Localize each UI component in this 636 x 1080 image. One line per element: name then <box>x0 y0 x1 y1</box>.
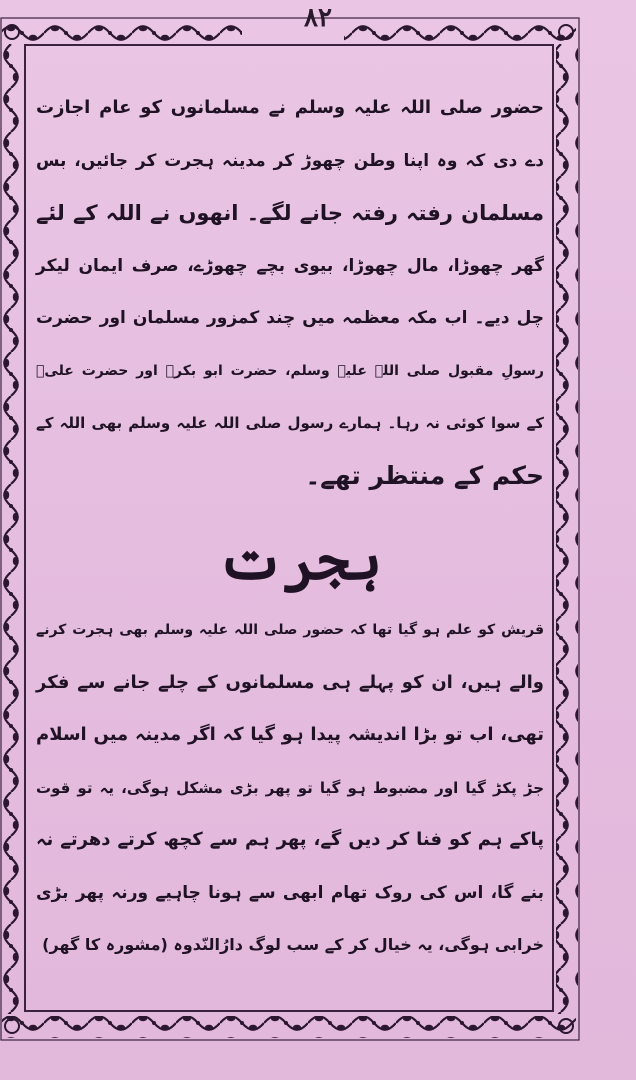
text-line: بنے گا، اس کی روک تھام ابھی سے ہونا چاہیے ورنہ پھر بڑی <box>36 882 544 903</box>
text-line: پاکے ہم کو فنا کر دیں گے، پھر ہم سے کچھ کرتے دھرتے نہ <box>36 829 544 850</box>
text-line: حضور صلی اللہ علیہ وسلم نے مسلمانوں کو عام اجازت <box>36 97 544 118</box>
text-line: چل دیے۔ اب مکہ معظمہ میں چند کمزور مسلمان اور حضرت <box>36 308 544 328</box>
text-line: خرابی ہوگی، یہ خیال کر کے سب لوگ دارُالنّدوہ (مشورہ کا گھر) <box>42 935 544 954</box>
text-line: کے سوا کوئی نہ رہا۔ ہمارے رسول صلی اللہ علیہ وسلم بھی اللہ کے <box>36 414 544 432</box>
section-heading: ہجرت <box>217 527 383 593</box>
text-line: مسلمان رفتہ رفتہ جانے لگے۔ انھوں نے اللہ کے لئے <box>36 201 544 225</box>
page-number: ۸۲ <box>304 3 332 33</box>
text-line: تھی، اب تو بڑا اندیشہ پیدا ہو گیا کہ اگر مدینہ میں اسلام <box>36 724 544 745</box>
text-line: جڑ پکڑ گیا اور مضبوط ہو گیا تو پھر بڑی مشکل ہوگی، یہ تو قوت <box>36 778 544 797</box>
paragraph-hijrat <box>36 604 544 972</box>
text-line: والے ہیں، ان کو پہلے ہی مسلمانوں کے چلے جانے سے فکر <box>36 671 544 693</box>
text-line: دے دی کہ وہ اپنا وطن چھوڑ کر مدینہ ہجرت کر جائیں، بس <box>36 150 544 171</box>
text-line: رسولِ مقبول صلی اللہ علیہ وسلم، حضرت ابو بکرؓ اور حضرت علیؓ <box>36 362 544 379</box>
text-line: حکم کے منتظر تھے۔ <box>305 460 544 490</box>
text-line: قریش کو علم ہو گیا تھا کہ حضور صلی اللہ علیہ وسلم بھی ہجرت کرنے <box>36 622 544 638</box>
text-line: گھر چھوڑا، مال چھوڑا، بیوی بچے چھوڑے، صرف ایمان لیکر <box>36 255 544 276</box>
paragraph-intro <box>36 82 544 502</box>
